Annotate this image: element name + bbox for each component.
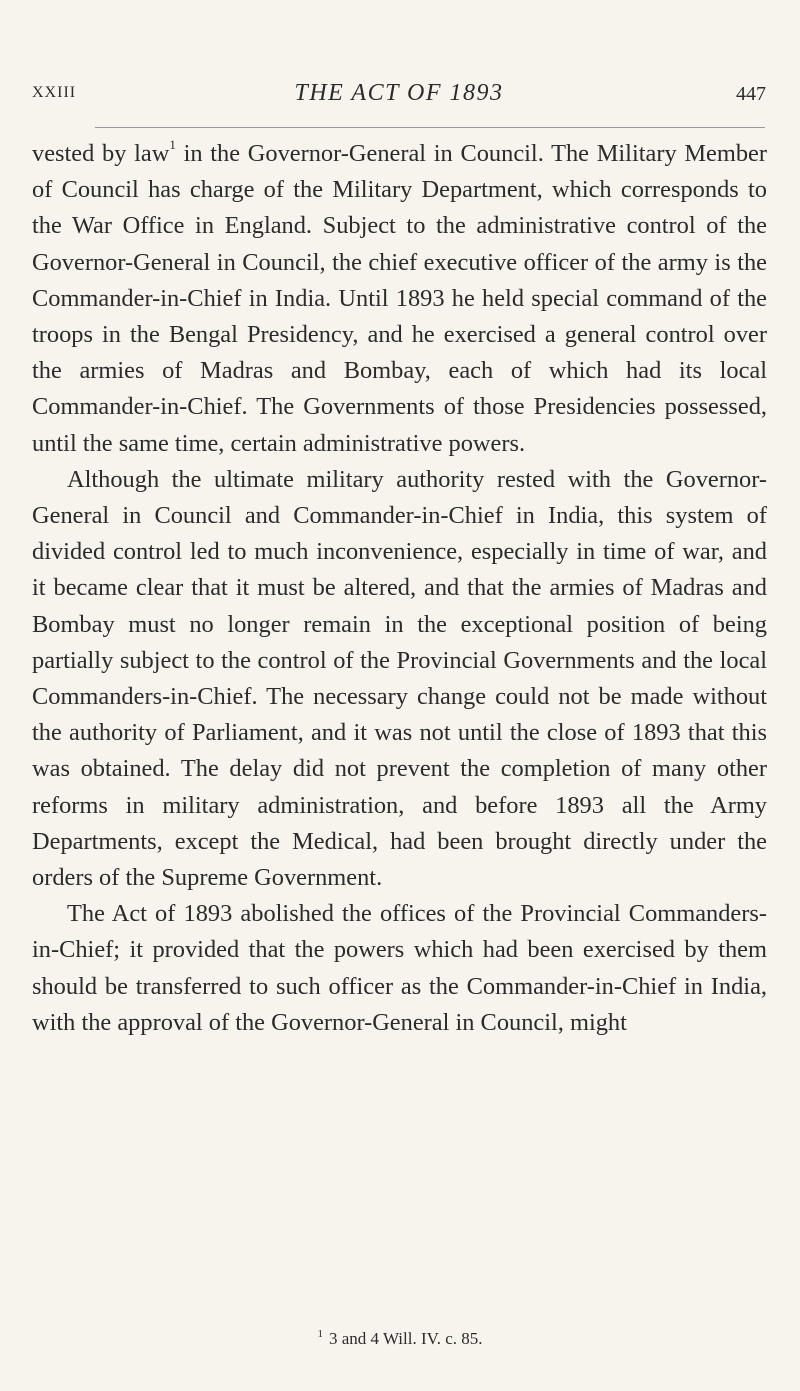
- body-text: [32, 136, 767, 1041]
- running-head: [32, 80, 766, 114]
- running-title: THE ACT OF 1893: [294, 80, 504, 106]
- page-number: 447: [736, 83, 766, 105]
- footnote-text: 3 and 4 Will. IV. c. 85.: [328, 1329, 483, 1348]
- paragraph-1: [32, 136, 767, 462]
- footnote: [0, 1328, 800, 1349]
- footnote-reference: 1: [169, 137, 176, 152]
- footnote-mark: 1: [317, 1328, 323, 1340]
- paragraph-3: The Act of 1893 abolished the offices of the Provincial Commanders-in-Chief; it provided that the powers which had been exercised by them should be transferred to such officer as the Commander-in-Chief in India, with the approval of the Governor-General in Council, might: [32, 900, 767, 1036]
- paragraph-2: Although the ultimate military authority rested with the Governor-General in Council and Commander-in-Chief in India, this system of divided control led to much inconvenience, especially in time of war, and it became clear that it must be altered, and that the armies of Madras and Bombay must no longer remain in the exceptional position of being partially subject to the control of the Provincial Governments and the local Commanders-in-Chief. The necessary change could not be made without the authority of Parliament, and it was not until the close of 1893 that this was obtained. The delay did not prevent the completion of many other reforms in military administration, and before 1893 all the Army Departments, except the Medical, had been brought directly under the orders of the Supreme Government.: [32, 465, 767, 892]
- chapter-number: XXIII: [32, 84, 77, 101]
- paragraph-1-rest: in the Governor-General in Council. The Military Member of Council has charge of the Military Department, which corresponds to the War Office in England. Subject to the administrative control of the Governor-General in Council, the chief executive officer of the army is the Commander-in-Chief in India. Until 1893 he held special command of the troops in the Bengal Presidency, and he exercised a general control over the armies of Madras and Bombay, each of which had its local Commander-in-Chief. The Governments of those Presidencies possessed, until the same time, certain administrative powers.: [32, 140, 767, 457]
- header-rule: [95, 127, 765, 128]
- paragraph-1-start: vested by law: [32, 140, 170, 167]
